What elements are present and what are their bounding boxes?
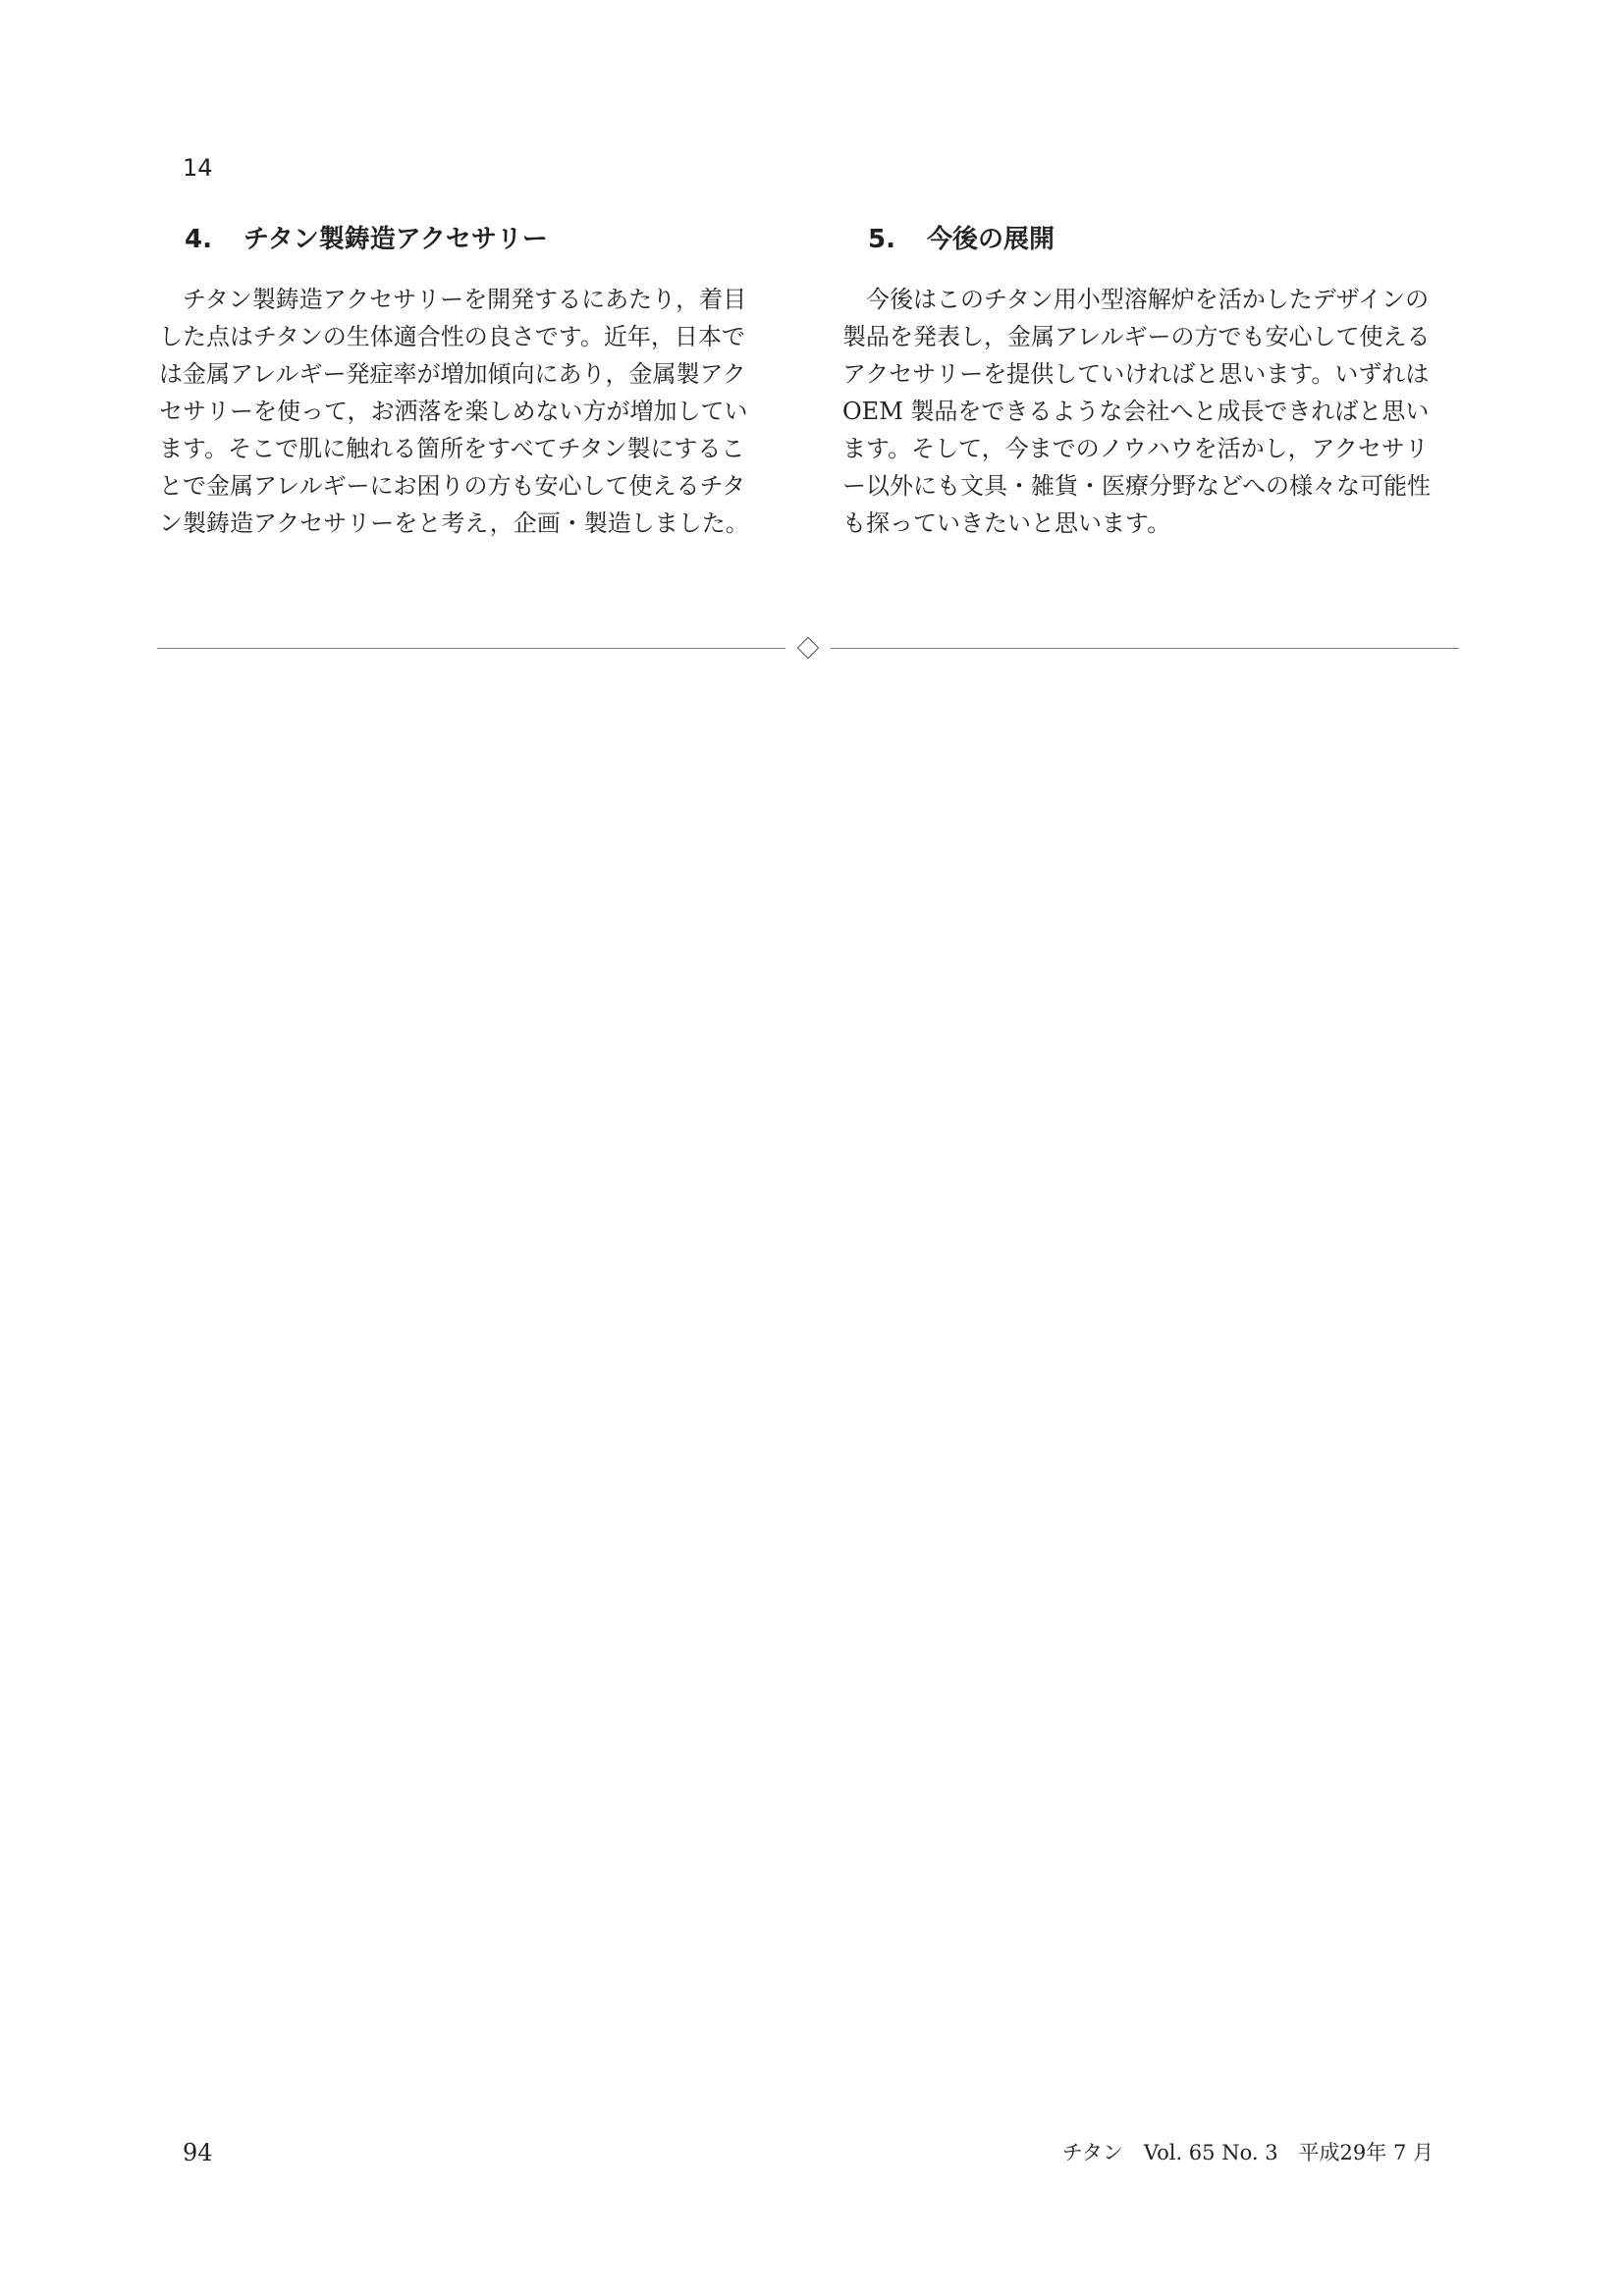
running-section-number: 14 xyxy=(183,154,213,182)
body-line: は金属アレルギー発症率が増加傾向にあり，金属製アク xyxy=(159,360,746,388)
body-line: ます。そこで肌に触れる箇所をすべてチタン製にするこ xyxy=(159,435,745,462)
section-5 xyxy=(842,222,1461,542)
body-line: チタン製鋳造アクセサリーを開発するにあたり，着目 xyxy=(159,286,747,313)
body-line: セサリーを使って，お洒落を楽しめない方が増加してい xyxy=(159,398,748,425)
body-line: とで金属アレルギーにお困りの方も安心して使えるチタ xyxy=(159,472,746,500)
journal-citation: チタン Vol. 65 No. 3 平成29年 7 月 xyxy=(1061,2141,1434,2164)
section-body xyxy=(842,281,1461,542)
body-line: も探っていきたいと思います。 xyxy=(842,509,1171,537)
diamond-ornament-icon xyxy=(797,637,820,660)
section-heading xyxy=(842,222,1461,257)
section-title: チタン製鋳造アクセサリー xyxy=(244,225,548,254)
page-number: 94 xyxy=(183,2139,213,2166)
section-number: 5. xyxy=(868,225,895,254)
body-line: ー以外にも文具・雑貨・医療分野などへの様々な可能性 xyxy=(842,472,1432,500)
body-line: した点はチタンの生体適合性の良さです。近年，日本で xyxy=(159,323,745,350)
body-line: ン製鋳造アクセサリーをと考え，企画・製造しました。 xyxy=(159,509,749,537)
section-heading xyxy=(159,222,778,257)
body-line: ます。そして，今までのノウハウを活かし，アクセサリ xyxy=(842,435,1429,462)
section-4 xyxy=(159,222,778,542)
body-line: 今後はこのチタン用小型溶解炉を活かしたデザインの xyxy=(842,286,1430,313)
divider-rule-right xyxy=(831,648,1459,649)
divider-rule-left xyxy=(157,648,785,649)
body-line: アクセサリーを提供していければと思います。いずれは xyxy=(842,360,1430,388)
section-body xyxy=(159,281,778,542)
section-number: 4. xyxy=(185,225,212,254)
body-line: 製品を発表し，金属アレルギーの方でも安心して使える xyxy=(842,323,1431,350)
body-line: OEM 製品をできるような会社へと成長できればと思い xyxy=(842,398,1430,425)
section-title: 今後の展開 xyxy=(927,225,1056,254)
